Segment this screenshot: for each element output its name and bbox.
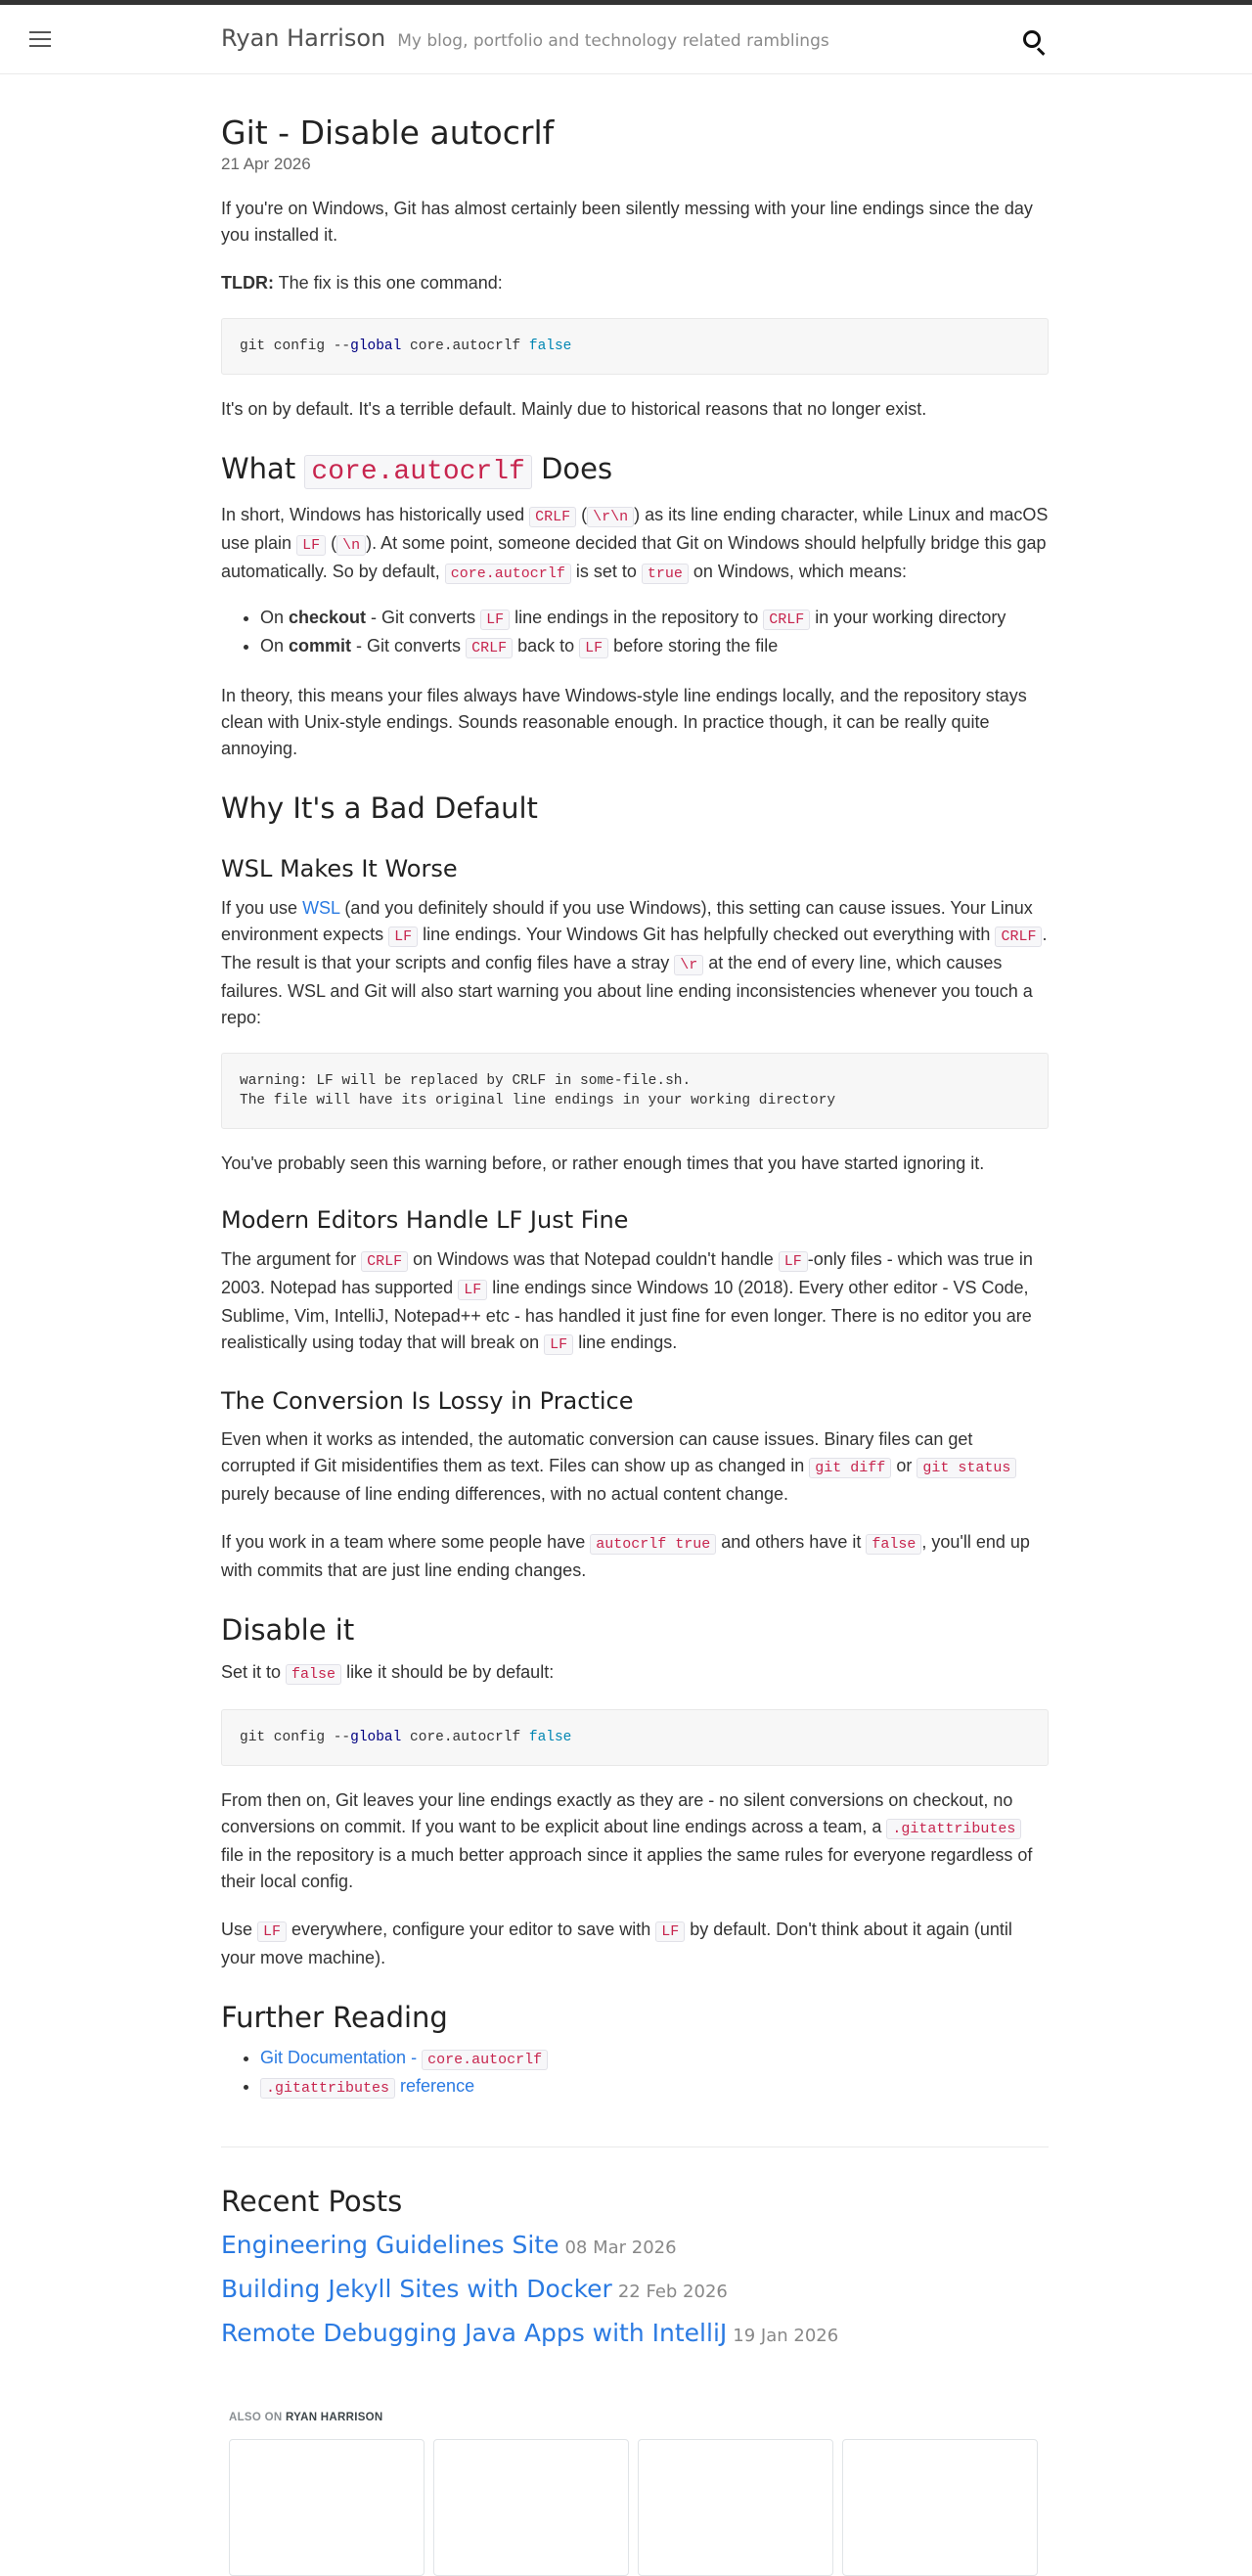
code-block-command-repeat: git config --global core.autocrlf false: [221, 1709, 1049, 1766]
disable-paragraph-3: Use LF everywhere, configure your editor to save with LF by default. Don't think about it again (until your move machine).: [221, 1920, 1012, 1968]
recent-post-link[interactable]: Engineering Guidelines Site: [221, 2230, 559, 2259]
recent-post-date: 19 Jan 2026: [733, 2325, 839, 2346]
git-docs-link[interactable]: Git Documentation - core.autocrlf: [260, 2048, 548, 2067]
related-cards: [229, 2439, 1049, 2576]
list-item: [260, 2045, 1049, 2073]
wsl-link[interactable]: WSL: [302, 897, 340, 918]
tldr-paragraph: TLDR: The fix is this one command:: [221, 272, 503, 293]
further-reading-list: [221, 2045, 1049, 2101]
recent-posts-heading: Recent Posts: [221, 2184, 403, 2218]
heading-wsl: WSL Makes It Worse: [221, 854, 458, 882]
warning-followup-paragraph: You've probably seen this warning before, or rather enough times that you have started ignoring it.: [221, 1152, 985, 1173]
related-card[interactable]: [433, 2439, 629, 2576]
masthead: [0, 5, 1252, 74]
gitattributes-reference-link[interactable]: .gitattributes reference: [260, 2076, 474, 2096]
post-title: Git - Disable autocrlf: [221, 113, 555, 152]
heading-further-reading: Further Reading: [221, 2001, 448, 2035]
on-by-default-paragraph: It's on by default. It's a terrible default. Mainly due to historical reasons that no longer exist.: [221, 398, 927, 419]
post-content: [221, 74, 1049, 2576]
code-block-warning: warning: LF will be replaced by CRLF in some-file.sh. The file will have its original line endings in your working directory: [221, 1053, 1049, 1129]
heading-lossy: The Conversion Is Lossy in Practice: [221, 1386, 634, 1415]
search-icon[interactable]: [1021, 28, 1051, 58]
recent-post-item: [221, 2319, 1049, 2351]
hamburger-menu-icon[interactable]: [29, 31, 51, 47]
list-item: • On checkout - Git converts LF line endings in the repository to CRLF in your working directory: [260, 605, 1049, 633]
recent-post-link[interactable]: Remote Debugging Java Apps with IntelliJ: [221, 2318, 728, 2347]
recent-post-item: [221, 2231, 1049, 2263]
heading-bad-default: Why It's a Bad Default: [221, 791, 538, 826]
recent-post-date: 08 Mar 2026: [564, 2237, 677, 2258]
related-card[interactable]: [638, 2439, 833, 2576]
site-description: My blog, portfolio and technology related ramblings: [397, 31, 829, 51]
wsl-paragraph: If you use WSL (and you definitely should if you use Windows), this setting can cause issues. Your Linux environment expects LF line endings. Your Windows Git has helpfully checked out everything with CRLF . The result is that your scripts and config files have a stray \r at the end of every line, which causes failures. WSL and Git will also start warning you about line ending inconsistencies whenever you touch a repo:: [221, 897, 1048, 1027]
post-date: 21 Apr 2026: [221, 154, 311, 173]
tldr-label: TLDR:: [221, 272, 274, 293]
list-item: • On commit - Git converts CRLF back to LF before storing the file: [260, 633, 1049, 661]
related-card[interactable]: [842, 2439, 1038, 2576]
editors-paragraph: The argument for CRLF on Windows was that Notepad couldn't handle LF -only files - which was true in 2003. Notepad has supported LF line endings since Windows 10 (2018). Every other editor - VS Code, Sublime, Vim, IntelliJ, Notepad++ etc - has handled it just fine for even longer. There is no editor you are realistically using today that will break on LF line endings.: [221, 1248, 1033, 1353]
disable-paragraph-1: Set it to false like it should be by default:: [221, 1662, 555, 1684]
recent-post-item: [221, 2275, 1049, 2307]
heading-disable-it: Disable it: [221, 1613, 355, 1648]
also-on-label: ALSO ON RYAN HARRISON: [229, 2411, 383, 2423]
what-paragraph: In short, Windows has historically used CRLF ( \r\n ) as its line ending character, while Linux and macOS use plain LF ( \n ). At some point, someone decided that Git on Windows should helpfully bridge this gap automatically. So by default, core.autocrlf is set to true on Windows, which means:: [221, 505, 1049, 583]
recent-post-date: 22 Feb 2026: [617, 2281, 728, 2302]
heading-modern-editors: Modern Editors Handle LF Just Fine: [221, 1205, 629, 1234]
heading-what-autocrlf-does: What core.autocrlf Does: [221, 451, 613, 487]
related-card[interactable]: [229, 2439, 425, 2576]
list-item: [260, 2073, 1049, 2101]
disable-paragraph-2: From then on, Git leaves your line endings exactly as they are - no silent conversions on checkout, no conversions on commit. If you want to be explicit about line endings across a team, a .gitattributes file in the repository is a much better approach since it applies the same rules for everyone regardless of their local config.: [221, 1790, 1033, 1892]
masthead-branding: [221, 24, 829, 52]
intro-paragraph: If you're on Windows, Git has almost certainly been silently messing with your line endings since the day you installed it.: [221, 198, 1033, 245]
conversion-list: [221, 605, 1049, 661]
theory-paragraph: In theory, this means your files always have Windows-style line endings locally, and the repository stays clean with Unix-style endings. Sounds reasonable enough. In practice though, it can be really quite annoying.: [221, 686, 1027, 759]
site-title-link[interactable]: Ryan Harrison: [221, 24, 386, 52]
code-block-command: git config --global core.autocrlf false: [221, 318, 1049, 375]
recent-post-link[interactable]: Building Jekyll Sites with Docker: [221, 2274, 612, 2303]
lossy-paragraph-2: If you work in a team where some people have autocrlf true and others have it false , you'll end up with commits that are just line ending changes.: [221, 1532, 1030, 1581]
lossy-paragraph-1: Even when it works as intended, the automatic conversion can cause issues. Binary files can get corrupted if Git misidentifies them as text. Files can show up as changed in git diff or git status purely because of line ending differences, with no actual content change.: [221, 1426, 1049, 1508]
